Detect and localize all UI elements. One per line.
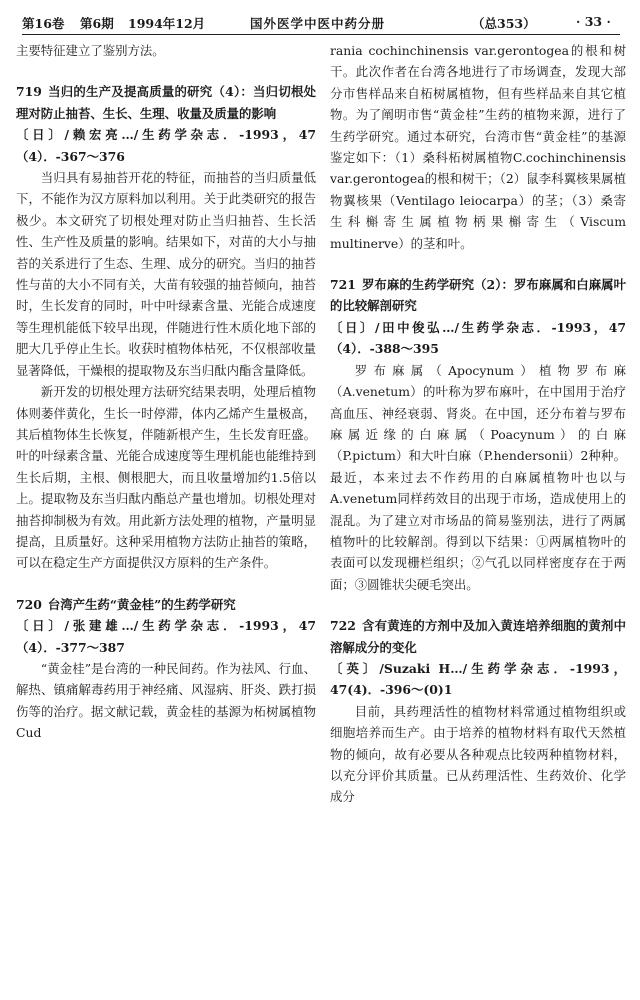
entry-citation: 〔英〕/Suzaki H…/生药学杂志．-1993，47(4)．-396～(0)1 xyxy=(330,660,626,698)
right-column xyxy=(330,40,626,808)
entry-number: 721 xyxy=(330,277,356,293)
header-total: （总353） xyxy=(472,16,536,31)
entry-number: 720 xyxy=(16,596,42,612)
entry-title xyxy=(16,594,316,615)
entry-paragraph: 当归具有易抽苔开花的特征，而抽苔的当归质量低下，不能作为汉方原料加以利用。关于此类研究的报告极少。本文研究了切根处理对防止当归抽苔、生长活性、生产性及质量的影响。结果如下，对苗的大小与抽苔的关系进行了生态、生理、成分的研究。当归的抽苔性与苗的大小不同有关，大苗有较强的抽苔倾向，抽苔时，生长发育的同时，叶中叶绿素含量、光能合成速度等生理机能低下较早出现，伴随进行性木质化地下部的肥大几乎停止生长。收获时植物体枯死，不仅根部收量显著降低，干燥根的提取物及东当归酞内酯含量降低。 xyxy=(16,170,316,378)
page-header xyxy=(22,8,620,35)
entry-citation: 〔日〕/田中俊弘…/生药学杂志．-1993，47（4）．-388～395 xyxy=(330,319,626,357)
entry-number: 719 xyxy=(16,84,42,100)
entry-title-text: 罗布麻的生药学研究（2）：罗布麻属和白麻属叶的比较解剖研究 xyxy=(330,277,626,314)
header-journal: 国外医学中医中药分册 xyxy=(250,16,386,31)
entry-title xyxy=(330,274,626,317)
entry-paragraph: 罗布麻属（Apocynum）植物罗布麻（A.venetum）的叶称为罗布麻叶，在中国用于治疗高血压、神经衰弱、肾炎。在中国，还分布着与罗布麻属近缘的白麻属（Poacynum）的白麻（P.pictum）和大叶白麻（P.hendersonii）2种种。最近，本来过去不作药用的白麻属植物叶也以与A.venetum同样药效目的出现于市场，造成使用上的混乱。为了建立对市场品的简易鉴别法，进行了两属植物叶的比较解剖。得到以下结果：①两属植物叶的表面可以发现栅栏组织；②气孔以同样密度存在于两面；③圆锥状尖硬毛突出。 xyxy=(330,362,626,592)
entry-citation: 〔日〕/赖宏亮…/生药学杂志．-1993，47（4）．-367～376 xyxy=(16,127,316,164)
header-date: 1994年12月 xyxy=(128,16,206,31)
intro-text: 主要特征建立了鉴别方法。 xyxy=(16,43,165,58)
entry-722 xyxy=(330,615,626,808)
entry-title-text: 含有黄连的方剂中及加入黄连培养细胞的黄剂中溶解成分的变化 xyxy=(330,618,626,655)
entry-paragraph: 新开发的切根处理方法研究结果表明，处理后植物体则萎伴黄化，生长一时停滞，体内乙烯产生量极高，其后植物体生长恢复，伴随新根产生，生长发育旺盛。叶的叶绿素含量、光能合成速度等生理机能也能维持到生长后期，主根、侧根肥大，而且收量增加约1.5倍以上。提取物及东当归酞内酯总产量也增加。切根处理对抽苔抑制极为有效。用此新方法处理的植物，产量明显提高，且质量好。这种采用植物方法防止抽苔的策略，可以在稳定生产方面提供汉方原料的生产条件。 xyxy=(16,384,316,571)
header-page-number: · 33 · xyxy=(576,14,611,29)
entry-title xyxy=(330,615,626,658)
left-column xyxy=(16,40,316,744)
entry-720 xyxy=(16,594,316,744)
entry-719 xyxy=(16,81,316,573)
continued-text: rania cochinchinensis var.gerontogea的根和树干。此次作者在台湾各地进行了市场调查，发现大部分市售样品来自柘树属植物，但有些样品来自其它植物。为了阐明市售“黄金桂”生药的植物来源，进行了生药学研究。通过本研究，台湾市售“黄金桂”的基源鉴定如下：（1）桑科柘树属植物C.cochinchinensis var.gerontogea的根和树干；（2）鼠李科翼核果属植物翼核果（Ventilago leiocarpa）的茎；（3）桑寄生科槲寄生属植物柄果槲寄生（Viscum multinerve）的茎和叶。 xyxy=(330,43,626,251)
header-issue: 第6期 xyxy=(80,16,114,31)
entry-paragraph: “黄金桂”是台湾的一种民间药。作为祛风、行血、解热、镇痛解毒药用于神经痛、风湿病、肝炎、跌打损伤等的治疗。据文献记载，黄金桂的基源为柘树属植物Cud xyxy=(16,660,316,741)
entry-title xyxy=(16,81,316,124)
entry-title-text: 台湾产生药“黄金桂”的生药学研究 xyxy=(47,596,236,612)
entry-number: 722 xyxy=(330,618,356,634)
entry-paragraph: 目前，具药理活性的植物材料常通过植物组织或细胞培养而生产。由于培养的植物材料有取代天然植物的倾向，故有必要从各种观点比较两种植物材料，以充分评价其质量。已从药理活性、生药效价、化学成分 xyxy=(330,703,626,805)
entry-721 xyxy=(330,274,626,595)
entry-citation: 〔日〕/张建雄…/生药学杂志．-1993，47（4）．-377～387 xyxy=(16,618,316,655)
header-volume: 第16卷 xyxy=(22,16,65,31)
entry-title-text: 当归的生产及提高质量的研究（4）：当归切根处理对防止抽苔、生长、生理、收量及质量的影响 xyxy=(16,84,316,121)
